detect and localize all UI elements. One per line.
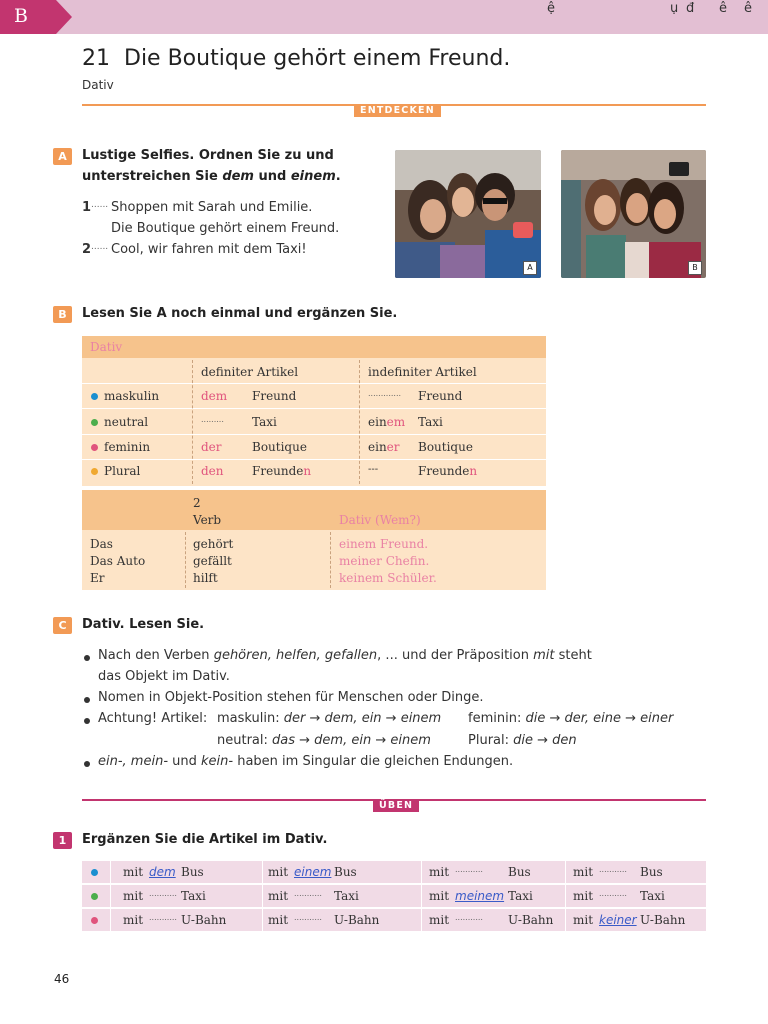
task-a-line2: unterstreichen Sie xyxy=(82,169,223,184)
em-einem: einem xyxy=(290,169,336,184)
dativ-object: keinem Schüler. xyxy=(339,571,437,585)
masc-dot xyxy=(91,393,98,400)
col-sep xyxy=(565,861,566,931)
gender-dot xyxy=(91,893,98,900)
task-b-instruction: Lesen Sie A noch einmal und ergänzen Sie. xyxy=(82,306,398,321)
preposition-mit: mit xyxy=(429,889,450,903)
col-sep xyxy=(330,532,331,588)
noun: Boutique xyxy=(252,440,307,454)
noun: U-Bahn xyxy=(334,913,380,927)
preposition-mit: mit xyxy=(573,889,594,903)
article-answer[interactable]: meinem xyxy=(455,889,505,903)
task-badge-c: C xyxy=(53,617,72,634)
rule-2: Nomen in Objekt-Position stehen für Menschen oder Dinge. xyxy=(98,690,484,705)
row-sep xyxy=(82,434,546,435)
noun: U-Bahn xyxy=(508,913,554,927)
item-text: Die Boutique gehört einem Freund. xyxy=(111,221,340,236)
exercise-badge-1: 1 xyxy=(53,832,72,849)
preposition-mit: mit xyxy=(268,889,289,903)
selfie-photo-b-image xyxy=(561,150,706,278)
rule-em: kein- xyxy=(201,754,234,769)
item-blank[interactable]: ...... xyxy=(91,200,109,210)
bullet-dot xyxy=(84,718,90,724)
noun: Freund xyxy=(252,389,297,403)
rule-em: gehören, helfen, gefallen xyxy=(213,648,378,663)
bullet-dot xyxy=(84,655,90,661)
top-glyph: ê xyxy=(744,1,752,16)
noun xyxy=(252,464,311,478)
item-text: Cool, wir fahren mit dem Taxi! xyxy=(111,242,307,257)
def-article: den xyxy=(201,464,224,478)
page-number: 46 xyxy=(54,972,70,986)
neut-dot xyxy=(91,419,98,426)
verb: hilft xyxy=(193,571,218,585)
top-glyph: ê xyxy=(719,1,727,16)
noun: Taxi xyxy=(508,889,533,903)
discover-label: ENTDECKEN xyxy=(354,104,441,117)
article-stem: ein xyxy=(368,415,387,429)
noun: Bus xyxy=(334,865,357,879)
item-text: Shoppen mit Sarah und Emilie. xyxy=(111,200,313,215)
article-blank[interactable]: ........... xyxy=(294,913,322,922)
col-sep xyxy=(192,360,193,484)
verb: gehört xyxy=(193,537,234,551)
bullet-dot xyxy=(84,697,90,703)
article-stem: ein xyxy=(368,440,387,454)
rule-3-fem xyxy=(468,711,673,726)
task-c-instruction: Dativ. Lesen Sie. xyxy=(82,617,205,632)
col-indefinite: indefiniter Artikel xyxy=(368,365,477,379)
indef-article: --- xyxy=(368,464,379,475)
rule-em: die → der, eine → einer xyxy=(525,711,674,726)
verb: gefällt xyxy=(193,554,232,568)
preposition-mit: mit xyxy=(123,913,144,927)
rule-label: Plural: xyxy=(468,733,509,748)
subject: Das xyxy=(90,537,113,551)
rule-label: maskulin: xyxy=(217,711,280,726)
rule-em: die → den xyxy=(513,733,577,748)
task-a-line1: Lustige Selfies. Ordnen Sie zu und xyxy=(82,148,334,163)
preposition-mit: mit xyxy=(429,913,450,927)
noun: Bus xyxy=(508,865,531,879)
item-blank[interactable]: ...... xyxy=(91,242,109,252)
article-blank[interactable]: ........... xyxy=(455,865,483,874)
noun-stem: Freunde xyxy=(252,464,304,478)
noun: Boutique xyxy=(418,440,473,454)
rule-4 xyxy=(98,754,513,769)
subject: Er xyxy=(90,571,105,585)
unit-tab-arrow xyxy=(56,0,72,34)
dativ-table-title: Dativ xyxy=(90,340,123,354)
top-glyph: đ xyxy=(686,1,695,16)
gender-label: neutral xyxy=(104,415,149,429)
fem-dot xyxy=(91,444,98,451)
task-badge-b: B xyxy=(53,306,72,323)
preposition-mit: mit xyxy=(268,913,289,927)
noun: U-Bahn xyxy=(181,913,227,927)
rule-text: steht xyxy=(554,648,592,663)
rule-label: feminin: xyxy=(468,711,522,726)
rule-text: und xyxy=(168,754,202,769)
dativ-col-label: Dativ (Wem?) xyxy=(339,513,421,527)
preposition-mit: mit xyxy=(268,865,289,879)
noun-ending: n xyxy=(469,464,478,478)
rule-em: ein-, mein- xyxy=(98,754,169,769)
article-blank[interactable]: ........... xyxy=(149,889,177,898)
rule-label: neutral: xyxy=(217,733,268,748)
rule-em: das → dem, ein → einem xyxy=(272,733,431,748)
verb-col-number: 2 xyxy=(193,496,201,510)
preposition-mit: mit xyxy=(123,865,144,879)
page-subtitle: Dativ xyxy=(82,78,114,92)
article-blank[interactable]: ........... xyxy=(149,913,177,922)
rule-text: haben im Singular die gleichen Endungen. xyxy=(233,754,514,769)
rule-1 xyxy=(98,648,592,663)
rule-em: der → dem, ein → einem xyxy=(283,711,442,726)
verb-col-label: Verb xyxy=(193,513,222,527)
noun-stem: Freunde xyxy=(418,464,470,478)
verb-table-header xyxy=(82,490,546,530)
noun: Taxi xyxy=(640,889,665,903)
plural-dot xyxy=(91,468,98,475)
col-sep xyxy=(262,861,263,931)
rule-text: , ... und der Präposition xyxy=(377,648,534,663)
article-answer[interactable]: einem xyxy=(294,865,332,879)
rule-3-plur xyxy=(468,733,577,748)
col-sep xyxy=(110,861,111,931)
noun: Taxi xyxy=(418,415,443,429)
gender-label: feminin xyxy=(104,440,151,454)
article-blank[interactable]: ........... xyxy=(599,889,627,898)
article-blank[interactable]: ........... xyxy=(294,889,322,898)
em-dem: dem xyxy=(222,169,254,184)
preposition-mit: mit xyxy=(123,889,144,903)
rule-3-neut xyxy=(217,733,431,748)
article-answer[interactable]: dem xyxy=(149,865,176,879)
def-blank[interactable]: ......... xyxy=(201,415,224,424)
indef-article xyxy=(368,415,405,429)
unit-tab xyxy=(0,0,56,34)
gender-dot xyxy=(91,917,98,924)
top-glyph: ụ xyxy=(670,1,679,16)
row-sep xyxy=(82,459,546,460)
exercise-1-instruction: Ergänzen Sie die Artikel im Dativ. xyxy=(82,832,328,847)
practice-label: ÜBEN xyxy=(373,799,419,812)
photo-label-b: B xyxy=(688,261,702,275)
page-title xyxy=(82,46,510,71)
selfie-photo-b xyxy=(561,150,706,278)
preposition-mit: mit xyxy=(429,865,450,879)
selfie-photo-a-image xyxy=(395,150,541,278)
rule-1-cont: das Objekt im Dativ. xyxy=(98,669,230,684)
unit-letter: B xyxy=(14,5,28,27)
col-definite: definiter Artikel xyxy=(201,365,299,379)
dativ-object: meiner Chefin. xyxy=(339,554,430,568)
gender-label: maskulin xyxy=(104,389,160,403)
article-blank[interactable]: ........... xyxy=(599,865,627,874)
col-sep xyxy=(185,532,186,588)
preposition-mit: mit xyxy=(573,865,594,879)
task-a-mid: und xyxy=(253,169,291,184)
lesson-title: Die Boutique gehört einem Freund. xyxy=(124,46,511,71)
noun: Bus xyxy=(640,865,663,879)
dativ-object: einem Freund. xyxy=(339,537,429,551)
task-a-instruction xyxy=(82,145,382,187)
row-sep xyxy=(82,408,546,409)
noun: Taxi xyxy=(334,889,359,903)
item-number: 1 xyxy=(82,200,92,215)
def-article: dem xyxy=(201,389,228,403)
article-ending: em xyxy=(386,415,406,429)
gender-dot xyxy=(91,869,98,876)
col-sep xyxy=(421,861,422,931)
noun: Taxi xyxy=(181,889,206,903)
rule-3-masc xyxy=(217,711,441,726)
article-ending: er xyxy=(386,440,400,454)
article-blank[interactable]: ........... xyxy=(455,913,483,922)
rule-3-lead: Achtung! Artikel: xyxy=(98,711,208,726)
preposition-mit: mit xyxy=(573,913,594,927)
noun: Freund xyxy=(418,389,463,403)
def-article: der xyxy=(201,440,222,454)
noun-ending: n xyxy=(303,464,312,478)
bullet-dot xyxy=(84,761,90,767)
gender-label: Plural xyxy=(104,464,141,478)
noun: Bus xyxy=(181,865,204,879)
lesson-number: 21 xyxy=(82,46,110,71)
noun: U-Bahn xyxy=(640,913,686,927)
selfie-photo-a xyxy=(395,150,541,278)
noun: Taxi xyxy=(252,415,277,429)
article-answer[interactable]: keiner xyxy=(599,913,637,927)
verb-table-body xyxy=(82,530,546,590)
col-sep xyxy=(359,360,360,484)
subject: Das Auto xyxy=(90,554,146,568)
dativ-table-header xyxy=(82,336,546,358)
task-a-end: . xyxy=(335,169,341,184)
task-badge-a: A xyxy=(53,148,72,165)
indef-article xyxy=(368,440,400,454)
noun xyxy=(418,464,477,478)
item-number: 2 xyxy=(82,242,92,257)
indef-blank[interactable]: ............. xyxy=(368,389,402,398)
top-glyph: ệ xyxy=(547,1,555,16)
rule-text: Nach den Verben xyxy=(98,648,214,663)
photo-label-a: A xyxy=(523,261,537,275)
row-sep xyxy=(82,383,546,384)
top-banner xyxy=(0,0,768,34)
rule-em: mit xyxy=(533,648,555,663)
